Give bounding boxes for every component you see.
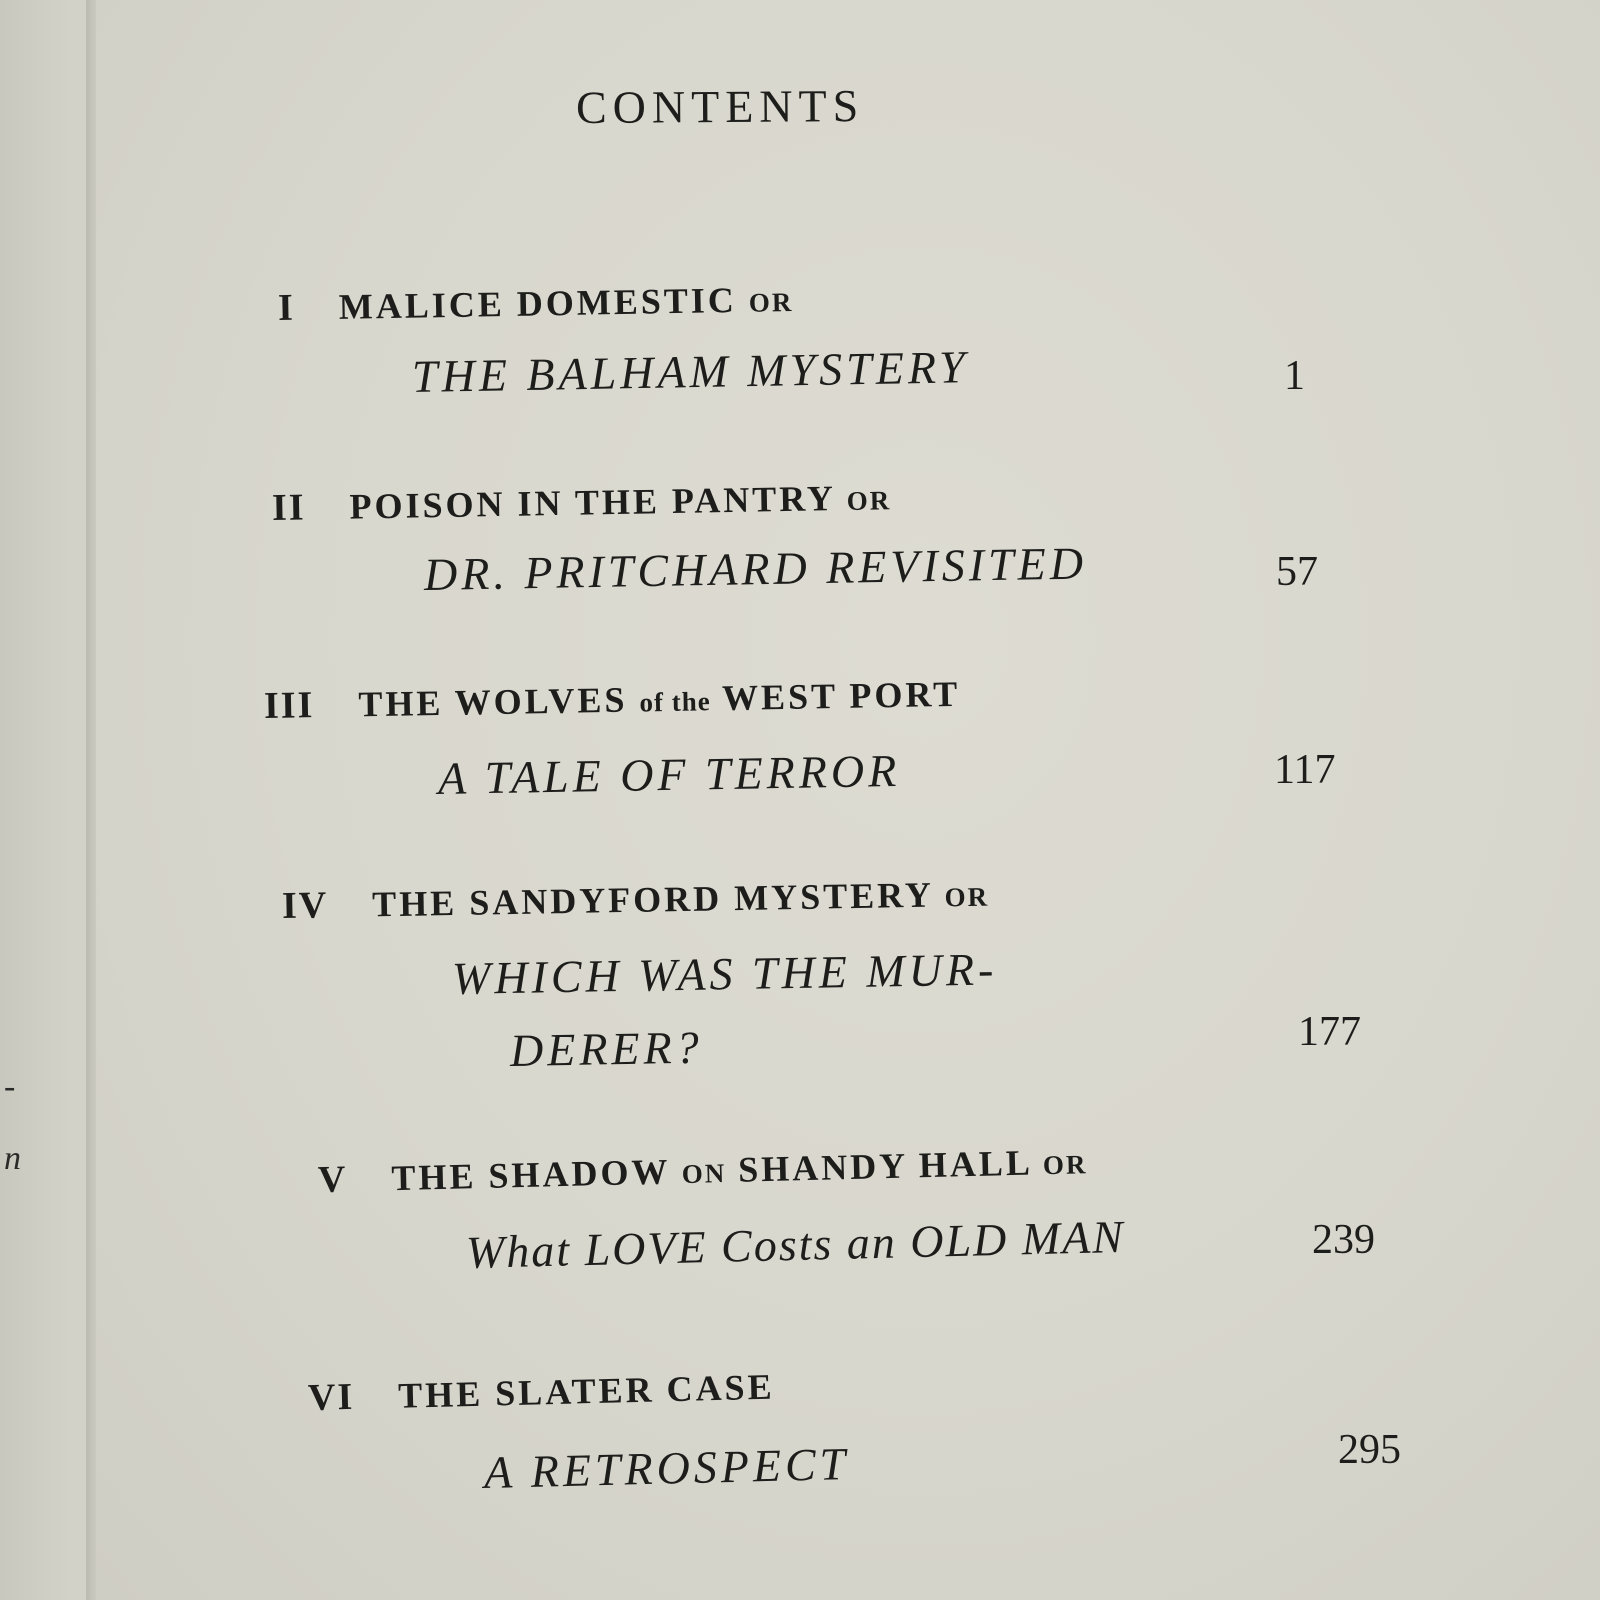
toc-entry-2-page-number: 57 <box>1276 549 1318 595</box>
chapter-numeral: VI <box>307 1375 355 1419</box>
toc-entry-6-subtitle: A RETROSPECT <box>483 1438 850 1498</box>
chapter-heading <box>398 1366 775 1417</box>
toc-entry-3-subtitle: A TALE OF TERROR <box>437 744 901 804</box>
toc-entry-1-page-number: 1 <box>1284 353 1305 399</box>
chapter-heading-tail: SHANDY HALL <box>737 1142 1032 1190</box>
chapter-heading-text: THE WOLVES <box>358 679 628 725</box>
chapter-heading-text: POISON IN THE PANTRY <box>349 478 835 527</box>
chapter-heading-text: THE SANDYFORD MYSTERY <box>371 874 933 925</box>
toc-entry-3-page-number: 117 <box>1274 747 1336 793</box>
facing-page-letter: n <box>4 1140 21 1177</box>
chapter-numeral: II <box>271 486 306 529</box>
page-title: CONTENTS <box>575 79 865 134</box>
toc-entry-5-subtitle: What LOVE Costs an OLD MAN <box>465 1210 1126 1278</box>
chapter-numeral: I <box>277 286 296 329</box>
chapter-heading-tail: WEST PORT <box>721 673 961 719</box>
chapter-heading <box>349 476 891 527</box>
toc-entry-4-subtitle: WHICH WAS THE MUR- <box>451 943 998 1004</box>
chapter-heading-text: THE SLATER CASE <box>397 1366 776 1416</box>
facing-page-mark: - <box>4 1068 16 1105</box>
toc-entry-6-page-number: 295 <box>1338 1427 1401 1473</box>
facing-page-edge <box>0 0 90 1600</box>
chapter-numeral: IV <box>281 884 329 927</box>
chapter-numeral: V <box>317 1158 348 1201</box>
chapter-connector: OR <box>846 485 892 516</box>
toc-entry-2-subtitle: DR. PRITCHARD REVISITED <box>423 537 1088 600</box>
chapter-numeral: III <box>263 684 315 727</box>
toc-entry-5-page-number: 239 <box>1312 1217 1375 1263</box>
chapter-heading-text: THE SHADOW <box>390 1151 671 1199</box>
chapter-connector: OR <box>748 287 794 318</box>
chapter-heading-mid: of the <box>639 686 711 718</box>
chapter-heading <box>338 278 793 328</box>
chapter-heading-mid: ON <box>681 1158 727 1190</box>
chapter-connector: OR <box>1042 1149 1088 1181</box>
chapter-heading-text: MALICE DOMESTIC <box>338 279 738 327</box>
toc-entry-1-subtitle: THE BALHAM MYSTERY <box>411 341 970 402</box>
chapter-connector: OR <box>944 881 990 913</box>
toc-entry-4-subtitle-continued: DERER? <box>509 1021 704 1076</box>
toc-entry-1-heading <box>278 277 794 330</box>
book-page <box>96 0 1600 1600</box>
toc-entry-4-page-number: 177 <box>1298 1009 1361 1055</box>
